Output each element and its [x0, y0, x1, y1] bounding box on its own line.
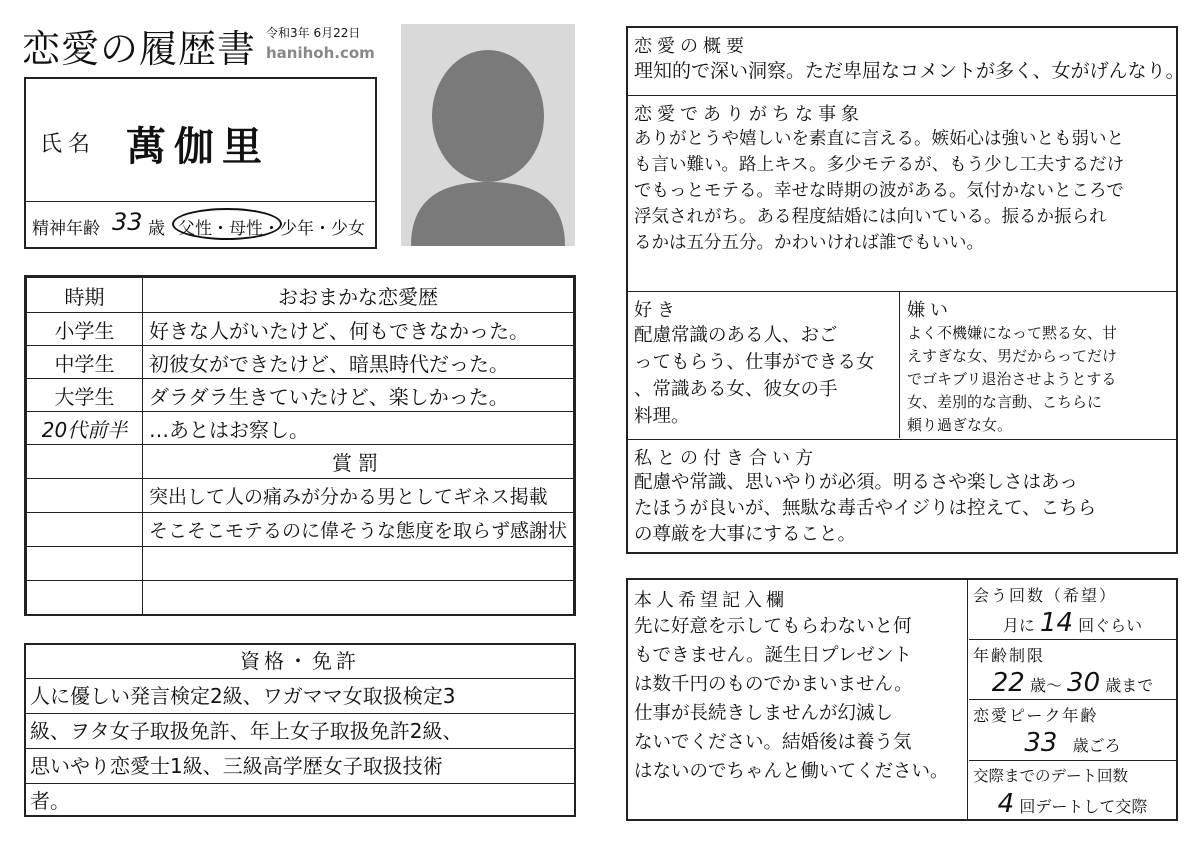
meet-value: 14: [1039, 608, 1074, 638]
table-row: [27, 346, 574, 379]
person-silhouette-icon: [401, 24, 575, 246]
typical-label: 恋愛でありがちな事象: [634, 104, 864, 125]
table-row: [27, 313, 574, 346]
table-row: [27, 479, 574, 513]
name-box: [24, 77, 377, 249]
overview-box: [626, 26, 1185, 554]
period-cell: 20代前半: [27, 412, 143, 445]
age-value: 33: [112, 208, 143, 236]
empty-cell: [142, 581, 573, 615]
meet-pre: 月に: [1002, 616, 1035, 635]
typical-line: 浮気されがち。ある程度結婚には向いている。振るか振られ: [634, 207, 1107, 227]
empty-cell: [27, 445, 143, 479]
peak-post: 歳ごろ: [1072, 736, 1121, 755]
qualifications-label: 資格・免許: [26, 645, 574, 679]
summary-label: 恋愛の概要: [634, 36, 749, 57]
award-cell: 突出して人の痛みが分かる男としてギネス掲載: [142, 479, 573, 513]
period-cell: 小学生: [27, 313, 143, 346]
wish-label: 本人希望記入欄: [634, 590, 788, 611]
empty-cell: [27, 581, 143, 615]
wish-line: 仕事が長続きしませんが幻滅し: [634, 703, 894, 724]
dislikes-line: よく不機嫌になって黙る女、甘: [907, 324, 1118, 342]
likes-label: 好き: [634, 300, 680, 321]
dates-value: 4: [997, 789, 1015, 819]
wish-line: 先に好意を示してもらわないと何: [634, 616, 912, 637]
dislikes-cell: [901, 292, 1176, 438]
selected-oval: [172, 208, 282, 240]
relation-line: たほうが良いが、無駄な毒舌やイジりは控えて、こちら: [634, 498, 1097, 519]
history-cell: …あとはお察し。: [142, 412, 573, 445]
history-cell: 好きな人がいたけど、何もできなかった。: [142, 313, 573, 346]
awards-label: 賞罰: [142, 445, 573, 479]
date-label: 令和3年 6月22日: [266, 26, 361, 40]
site-url: hanihoh.com: [266, 44, 375, 62]
empty-cell: [27, 479, 143, 513]
empty-cell: [142, 547, 573, 581]
age-post: 歳まで: [1105, 676, 1154, 695]
history-cell: ダラダラ生きていたけど、楽しかった。: [142, 379, 573, 412]
meet-frequency-cell: [969, 580, 1176, 640]
table-row: [27, 513, 574, 547]
typical-line: ありがとうや嬉しいを素直に言える。嫉妬心は強いとも弱いと: [634, 129, 1124, 149]
col-history: おおまかな恋愛歴: [142, 278, 573, 313]
history-table: [24, 275, 576, 616]
profile-photo: [401, 24, 575, 246]
age-min: 22: [991, 668, 1025, 698]
relation-line: 配慮や常識、思いやりが必須。明るさや楽しさはあっ: [634, 472, 1078, 493]
qualification-line: 思いやり恋愛士1級、三級高学歴女子取扱技術: [26, 749, 574, 784]
age-limit-cell: [969, 640, 1176, 700]
wish-box: [626, 578, 1178, 821]
age-options: 父性・母性・少年・少女: [178, 219, 365, 239]
summary-section: [628, 28, 1185, 96]
period-cell: 中学生: [27, 346, 143, 379]
meet-post: 回ぐらい: [1078, 616, 1143, 635]
typical-line: も言い難い。路上キス。多少モテるが、もう少し工夫するだけ: [634, 155, 1125, 175]
date-count-cell: [969, 761, 1176, 819]
dislikes-label: 嫌い: [907, 300, 953, 321]
wish-line: もできません。誕生日プレゼント: [634, 645, 912, 666]
dates-post: 回デートして交際: [1019, 797, 1148, 816]
table-row: [27, 412, 574, 445]
relation-label: 私との付き合い方: [634, 448, 818, 469]
empty-cell: [27, 547, 143, 581]
typical-line: るかは五分五分。かわいければ誰でもいい。: [634, 233, 984, 253]
relation-line: の尊厳を大事にすること。: [634, 524, 857, 545]
dates-label: 交際までのデート回数: [973, 767, 1129, 785]
table-row: [27, 379, 574, 412]
wish-line: は数千円のものでかまいません。: [634, 674, 913, 695]
age-max: 30: [1067, 668, 1101, 698]
likes-line: 料理。: [634, 406, 690, 427]
page-title: 恋愛の履歴書: [22, 27, 257, 71]
qualification-line: 者。: [30, 789, 70, 813]
wish-text-cell: [628, 580, 968, 819]
dislikes-line: 頼り過ぎな女。: [907, 416, 1013, 434]
likes-line: 、常識ある女、彼女の手: [634, 379, 838, 400]
mental-age-row: [26, 201, 375, 247]
likes-cell: [628, 292, 900, 438]
table-row: [27, 547, 574, 581]
age-suffix: 歳: [148, 219, 165, 239]
empty-cell: [27, 513, 143, 547]
wish-line: はないのでちゃんと働いてください。: [634, 761, 949, 782]
name-value: 萬伽里: [126, 123, 270, 170]
peak-label: 恋愛ピーク年齢: [973, 706, 1099, 725]
likes-line: 配慮常識のある人、おご: [634, 325, 838, 346]
peak-age-cell: [969, 700, 1176, 761]
history-cell: 初彼女ができたけど、暗黒時代だった。: [142, 346, 573, 379]
period-cell: 大学生: [27, 379, 143, 412]
award-cell: そこそこモテるのに偉そうな態度を取らず感謝状: [142, 513, 573, 547]
table-row: [27, 581, 574, 615]
meet-label: 会う回数（希望）: [973, 586, 1118, 605]
likes-line: ってもらう、仕事ができる女: [634, 352, 875, 373]
peak-value: 33: [1024, 728, 1058, 758]
qualification-line: 人に優しい発言検定2級、ワガママ女取扱検定3: [26, 679, 574, 714]
typical-section: [628, 96, 1176, 292]
summary-text: 理知的で深い洞察。ただ卑屈なコメントが多く、女がげんなり。: [634, 60, 1185, 82]
qualifications-box: [24, 643, 576, 817]
dislikes-line: 女、差別的な言動、こちらに: [907, 393, 1103, 411]
age-limit-label: 年齢制限: [973, 646, 1046, 665]
age-prefix: 精神年齢: [32, 219, 100, 239]
typical-line: でもっとモテる。幸せな時期の波がある。気付かないところで: [634, 181, 1124, 201]
name-label: 氏名: [40, 132, 97, 157]
wish-line: ないでください。結婚後は養う気: [634, 732, 912, 753]
likes-dislikes-section: [628, 292, 1176, 440]
age-sep: 歳〜: [1029, 676, 1062, 695]
dislikes-line: でゴキブリ退治させようとする: [907, 370, 1117, 388]
relation-section: [628, 440, 1176, 552]
dislikes-line: えすぎな女、男だからってだけ: [907, 347, 1118, 365]
col-period: 時期: [27, 278, 143, 313]
qualification-line: 級、ヲタ女子取扱免許、年上女子取扱免許2級、: [26, 714, 574, 749]
